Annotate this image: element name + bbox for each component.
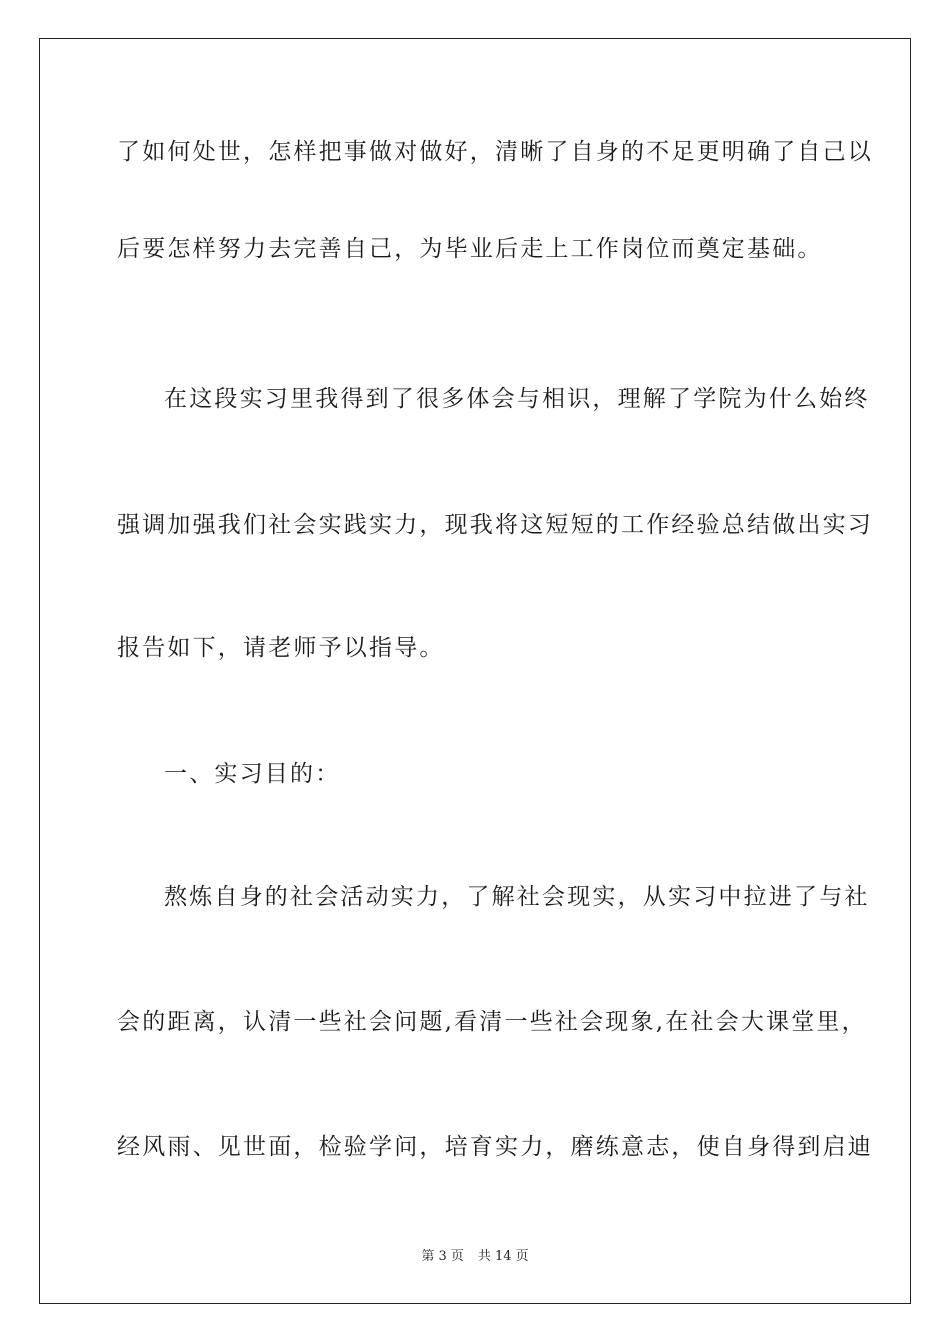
section-heading: 一、实习目的： <box>164 761 341 787</box>
page-border <box>39 38 911 1304</box>
body-text-line: 会的距离，认清一些社会问题,看清一些社会现象,在社会大课堂里， <box>117 1009 867 1035</box>
paragraph-first-line: 在这段实习里我得到了很多体会与相识，理解了学院为什么始终 <box>164 386 870 412</box>
body-text-line: 报告如下，请老师予以指导。 <box>117 635 445 661</box>
page-number: 第 3 页 <box>421 1249 464 1264</box>
body-text-line: 经风雨、见世面，检验学问，培育实力，磨练意志，使自身得到启迪 <box>117 1134 873 1160</box>
body-text-line: 了如何处世，怎样把事做对做好，清晰了自身的不足更明确了自己以 <box>117 139 873 165</box>
body-text-line: 后要怎样努力去完善自己，为毕业后走上工作岗位而奠定基础。 <box>117 236 823 262</box>
body-text-line: 强调加强我们社会实践实力，现我将这短短的工作经验总结做出实习 <box>117 512 873 538</box>
page-footer <box>0 1248 950 1266</box>
paragraph-first-line: 熬炼自身的社会活动实力，了解社会现实，从实习中拉进了与社 <box>164 884 870 910</box>
page-total: 共 14 页 <box>477 1249 529 1264</box>
